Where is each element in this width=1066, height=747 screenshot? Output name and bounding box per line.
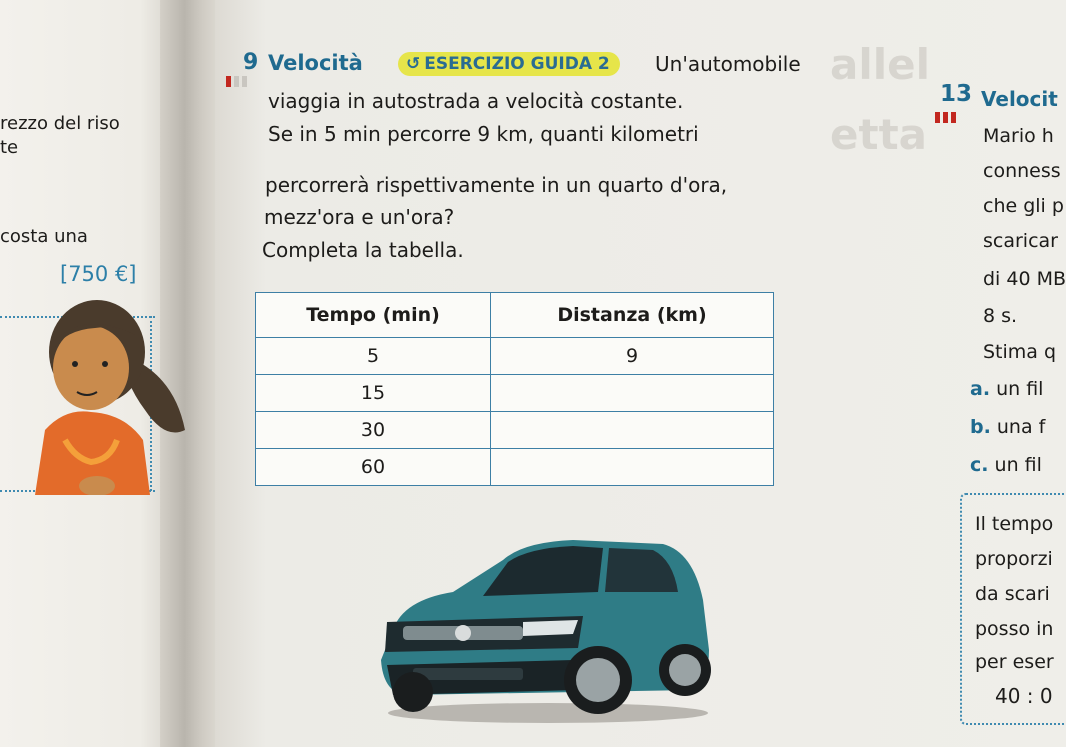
tip-text: per eser	[975, 651, 1054, 673]
exercise-guide-badge	[398, 52, 620, 76]
cell-time: 30	[256, 412, 491, 449]
exercise-text: Mario h	[983, 125, 1054, 147]
exercise-instruction: Completa la tabella.	[262, 238, 464, 262]
option-text: un fil	[996, 378, 1044, 400]
exercise-number: 9	[243, 50, 259, 75]
option-item	[970, 380, 1043, 399]
exercise-number: 13	[940, 81, 973, 107]
option-letter: b.	[970, 416, 991, 438]
exercise-title: Velocit	[981, 87, 1058, 111]
header-distance: Distanza (km)	[491, 293, 774, 338]
option-letter: a.	[970, 378, 991, 400]
exercise-text: mezz'ora e un'ora?	[264, 205, 455, 229]
bleed-through-decoration: allel	[830, 40, 931, 89]
table-header-row	[256, 293, 774, 338]
cell-time: 15	[256, 375, 491, 412]
cell-distance: 9	[491, 338, 774, 375]
tip-text: proporzi	[975, 548, 1053, 570]
cell-time: 60	[256, 449, 491, 486]
exercise-text: 8 s.	[983, 305, 1018, 327]
exercise-text: che gli p	[983, 195, 1064, 217]
tip-text: Il tempo	[975, 513, 1054, 535]
exercise-text: di 40 MB	[983, 268, 1066, 290]
left-page-text: costa una	[0, 226, 88, 247]
price-label: [750 €]	[60, 262, 137, 286]
tip-text: posso in	[975, 618, 1054, 640]
left-page-text: rezzo del riso	[0, 113, 120, 134]
cell-time: 5	[256, 338, 491, 375]
refresh-icon: ↺	[406, 54, 421, 74]
option-letter: c.	[970, 454, 989, 476]
girl-illustration	[25, 290, 185, 495]
table-row	[256, 449, 774, 486]
option-text: un fil	[994, 454, 1042, 476]
exercise-text: Stima q	[983, 341, 1057, 363]
difficulty-indicator	[226, 76, 247, 87]
table-row	[256, 338, 774, 375]
exercise-text: viaggia in autostrada a velocità costante.	[268, 89, 684, 113]
table-row	[256, 412, 774, 449]
tip-ratio: 40 : 0	[995, 684, 1053, 708]
exercise-text: Un'automobile	[655, 52, 801, 76]
exercise-title: Velocità	[268, 51, 363, 75]
header-time: Tempo (min)	[256, 293, 491, 338]
badge-label: ESERCIZIO GUIDA 2	[424, 54, 610, 74]
cell-distance-blank[interactable]	[491, 449, 774, 486]
cell-distance-blank[interactable]	[491, 412, 774, 449]
tip-text: da scari	[975, 583, 1050, 605]
cell-distance-blank[interactable]	[491, 375, 774, 412]
table-row	[256, 375, 774, 412]
suv-car-illustration	[373, 530, 711, 725]
exercise-text: percorrerà rispettivamente in un quarto d'ora,	[265, 173, 728, 197]
exercise-text: conness	[983, 160, 1061, 182]
left-page-text: te	[0, 137, 19, 158]
speed-table	[255, 292, 774, 486]
difficulty-indicator	[935, 112, 956, 123]
option-item	[970, 456, 1042, 475]
option-item	[970, 418, 1045, 437]
bleed-through-decoration: etta	[830, 110, 927, 159]
option-text: una f	[996, 416, 1046, 438]
exercise-text: scaricar	[983, 230, 1058, 252]
exercise-text: Se in 5 min percorre 9 km, quanti kilometri	[268, 122, 699, 146]
